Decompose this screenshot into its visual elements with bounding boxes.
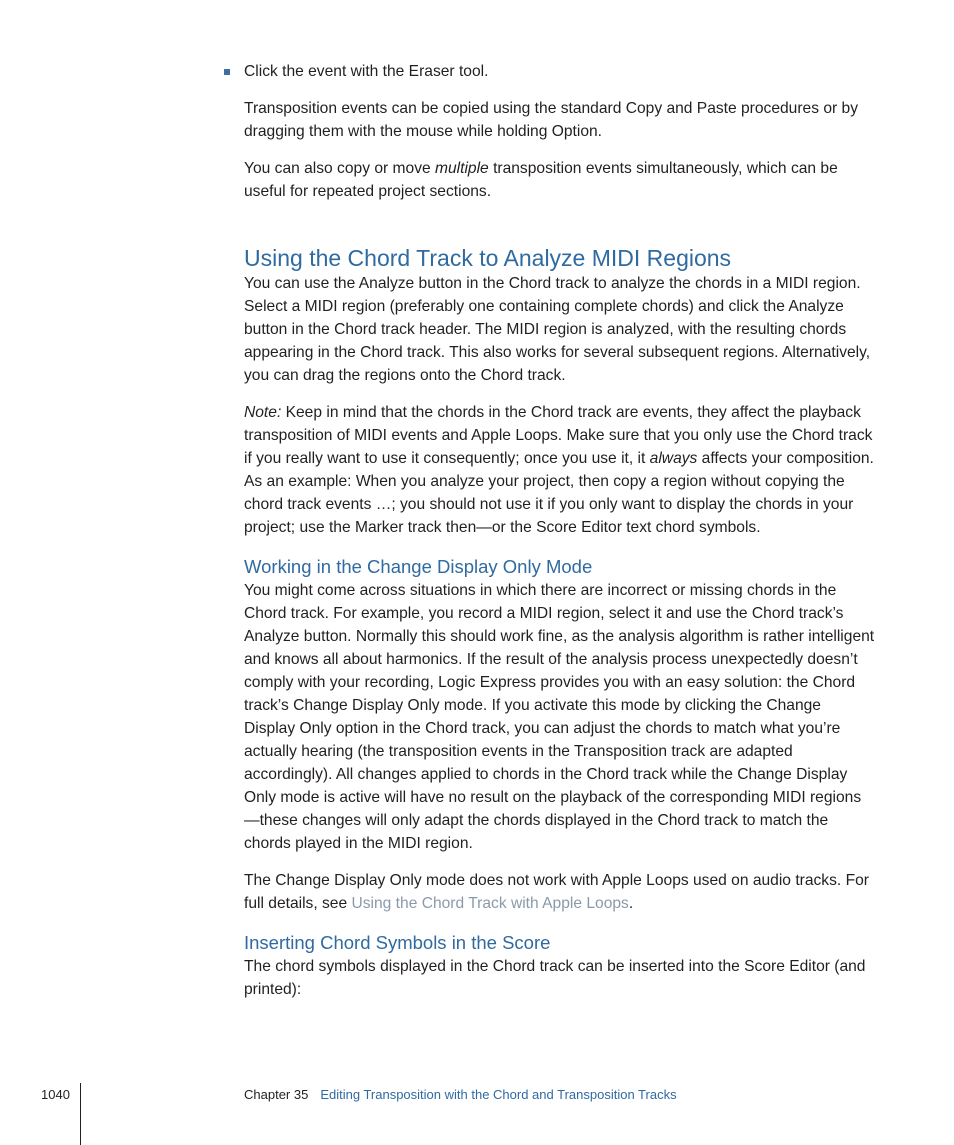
paragraph-text: The Change Display Only mode does not work with Apple Loops used on audio tracks. For full details, see (244, 872, 869, 912)
section-heading-analyze: Using the Chord Track to Analyze MIDI Regions (244, 245, 732, 271)
emphasis-text: multiple (435, 160, 489, 177)
paragraph-text: . (628, 895, 634, 912)
chapter-title: Editing Transposition with the Chord and Transposition Tracks (320, 1087, 677, 1102)
page-number: 1040 (41, 1087, 70, 1102)
paragraph-apple-loops (244, 869, 876, 915)
note-text: affects your composition. As an example: When you analyze your project, then copy a region without copying the chord track events …; you should not use it if you only want to display the chords in your project; use the Marker track then—or the Score Editor text chord symbols. (244, 450, 874, 536)
subsection-heading-inserting: Inserting Chord Symbols in the Score (244, 932, 551, 953)
note-label: Note: (244, 404, 282, 421)
cross-reference-link[interactable]: Using the Chord Track with Apple Loops (351, 895, 629, 912)
page-content (244, 60, 876, 1015)
paragraph-copy-paste: Transposition events can be copied using the standard Copy and Paste procedures or by dragging them with the mouse while holding Option. (244, 100, 859, 140)
square-bullet-icon (224, 69, 230, 75)
footer-chapter (244, 1086, 677, 1104)
paragraph-change-display: You might come across situations in which there are incorrect or missing chords in the Chord track. For example, you record a MIDI region, select it and use the Chord track’s Analyze button. Normally this should work fine, as the analysis algorithm is rather intelligent and knows all about harmonics. If the result of the analysis process unexpectedly doesn’t comply with your recording, Logic Express provides you with an easy solution: the Chord track’s Change Display Only mode. If you activate this mode by clicking the Change Display Only option in the Chord track, you can adjust the chords to match what you’re actually hearing (the transposition events in the Transposition track are adapted accordingly). All changes applied to chords in the Chord track while the Change Display Only mode is active will have no result on the playback of the corresponding MIDI regions—these changes will only adapt the chords displayed in the Chord track to match the chords played in the MIDI region. (244, 582, 875, 852)
paragraph-text: transposition events simultaneously, which can be useful for repeated project sections. (244, 160, 838, 200)
emphasis-text: always (649, 450, 698, 467)
note-text: Keep in mind that the chords in the Chord track are events, they affect the playback transposition of MIDI events and Apple Loops. Make sure that you only use the Chord track if you really want to use it consequently; once you use it, it (244, 404, 873, 467)
paragraph-multiple (244, 157, 876, 203)
paragraph-inserting: The chord symbols displayed in the Chord track can be inserted into the Score Editor (and printed): (244, 958, 866, 998)
footer-divider (80, 1083, 81, 1145)
chapter-label: Chapter 35 (244, 1087, 309, 1102)
list-item-text: Click the event with the Eraser tool. (244, 63, 489, 80)
list-item (244, 60, 876, 83)
paragraph-analyze: You can use the Analyze button in the Chord track to analyze the chords in a MIDI region. Select a MIDI region (preferably one containing complete chords) and click the Analyze button in the Chord track header. The MIDI region is analyzed, with the resulting chords appearing in the Chord track. This also works for several subsequent regions. Alternatively, you can drag the regions onto the Chord track. (244, 275, 871, 384)
subsection-heading-change-display: Working in the Change Display Only Mode (244, 556, 593, 577)
note-paragraph (244, 401, 876, 539)
paragraph-text: You can also copy or move (244, 160, 435, 177)
